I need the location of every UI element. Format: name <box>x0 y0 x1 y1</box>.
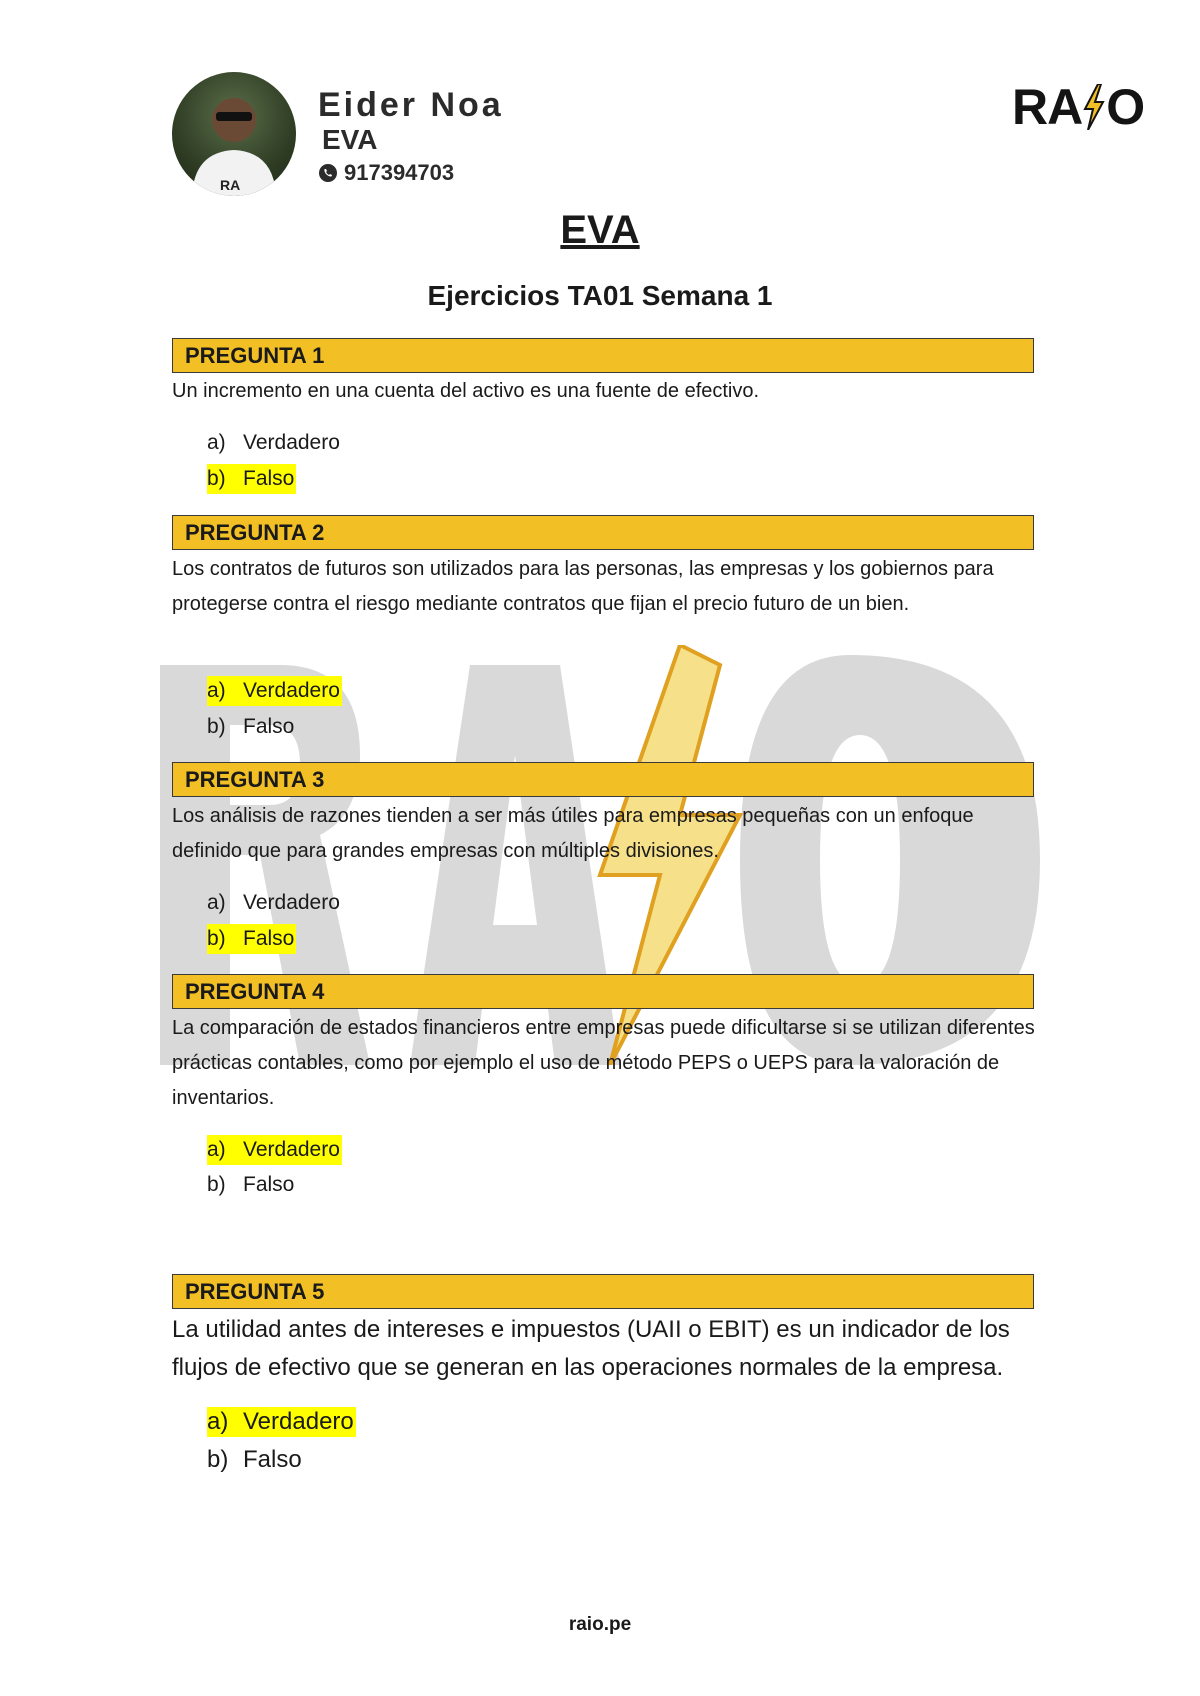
question-header: PREGUNTA 3 <box>172 762 1034 797</box>
document-subtitle: Ejercicios TA01 Semana 1 <box>427 280 773 311</box>
whatsapp-icon <box>318 163 338 183</box>
answer-option: b) Falso <box>207 715 295 738</box>
phone-number: 917394703 <box>344 160 455 185</box>
question-header: PREGUNTA 1 <box>172 338 1034 373</box>
bolt-icon <box>1082 84 1106 130</box>
answer-option: a) Verdadero <box>207 891 340 914</box>
question-header: PREGUNTA 2 <box>172 515 1034 550</box>
document-title: EVA <box>560 208 640 252</box>
question-text: Los análisis de razones tienden a ser más útiles para empresas pequeñas con un enfoque definido que para grandes empresas con múltiples divisiones. <box>172 805 974 862</box>
answer-option-correct: b) Falso <box>207 924 296 954</box>
brand-logo: RA O <box>1012 79 1145 135</box>
answer-option: b) Falso <box>207 1446 302 1473</box>
answer-option-correct: b) Falso <box>207 464 296 494</box>
question-text: La comparación de estados financieros entre empresas puede dificultarse si se utilizan diferentes prácticas contables, como por ejemplo el uso de método PEPS o UEPS para la valoración de inventarios. <box>172 1017 1035 1109</box>
author-course: EVA <box>322 124 378 155</box>
answer-option: b) Falso <box>207 1173 295 1196</box>
question-text: Un incremento en una cuenta del activo es una fuente de efectivo. <box>172 380 760 402</box>
answer-option: a) Verdadero <box>207 431 340 454</box>
answer-option-correct: a) Verdadero <box>207 1135 342 1165</box>
author-phone <box>318 160 454 186</box>
question-text: La utilidad antes de intereses e impuestos (UAII o EBIT) es un indicador de los flujos de efectivo que se generan en las operaciones normales de la empresa. <box>172 1316 1010 1381</box>
question-text: Los contratos de futuros son utilizados para las personas, las empresas y los gobiernos para protegerse contra el riesgo mediante contratos que fijan el precio futuro de un bien. <box>172 558 994 615</box>
svg-text:RA: RA <box>220 177 241 193</box>
answer-option-correct: a) Verdadero <box>207 676 342 706</box>
answer-option-correct: a) Verdadero <box>207 1408 354 1435</box>
question-header: PREGUNTA 5 <box>172 1274 1034 1309</box>
question-header: PREGUNTA 4 <box>172 974 1034 1009</box>
footer-website: raio.pe <box>568 1614 632 1635</box>
author-name: Eider Noa <box>318 86 504 124</box>
author-avatar <box>172 72 296 196</box>
